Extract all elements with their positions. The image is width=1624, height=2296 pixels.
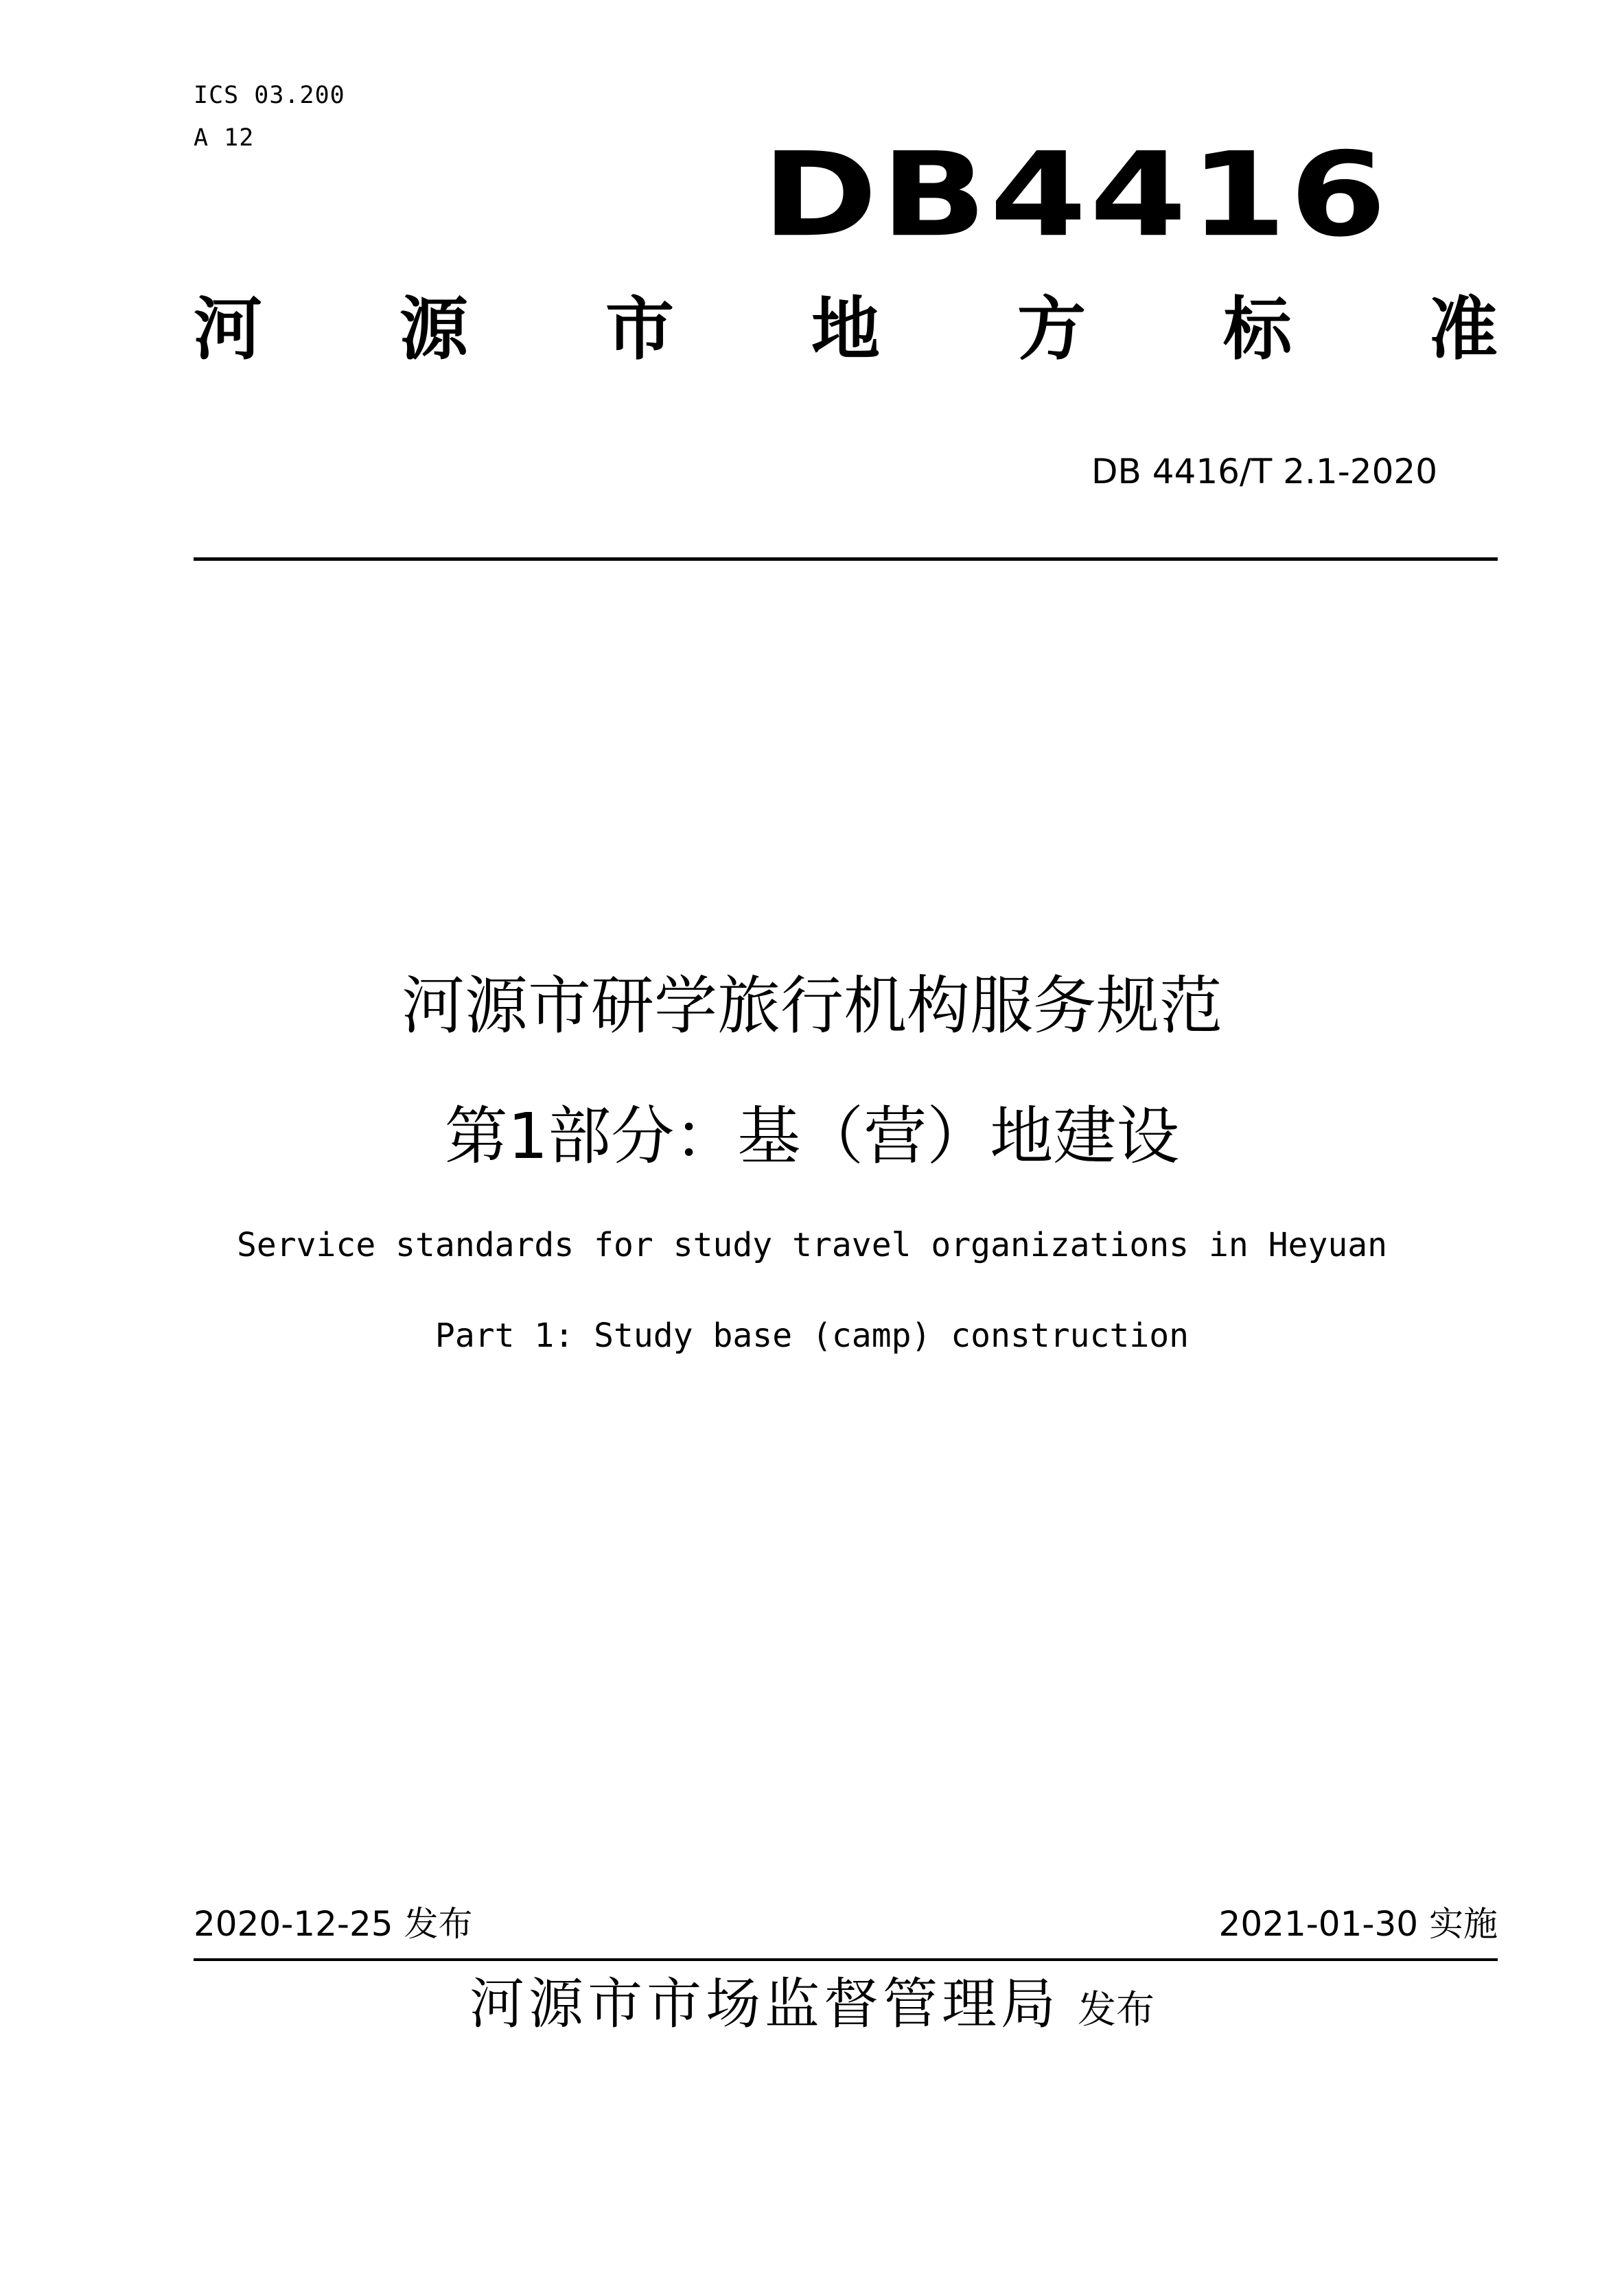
issuer-name: 河源市市场监督管理局 [469,1972,1060,2036]
title-en-main: Service standards for study travel organizations in Heyuan [236,1226,1388,1264]
issuer-suffix: 发布 [1078,1988,1155,2032]
top-divider [194,557,1498,561]
standard-type-char: 源 [399,289,468,369]
title-cn-main: 河源市研学旅行机构服务规范 [401,969,1222,1043]
issue-date: 2020-12-25 发布 [194,1904,473,1944]
bottom-divider [194,1958,1498,1961]
ics-code: ICS 03.200 [194,82,345,109]
classification-code: A 12 [194,124,255,152]
standard-code-logo: DB4416 [762,127,1390,263]
title-cn-part: 第1部分：基（营）地建设 [444,1100,1180,1173]
standard-type-char: 地 [811,289,880,369]
standard-type-char: 方 [1017,289,1086,369]
standard-type-char: 河 [194,289,262,369]
title-en-part: Part 1: Study base (camp) construction [434,1317,1190,1355]
implementation-date: 2021-01-30 实施 [1218,1904,1498,1944]
standard-type [194,289,1498,369]
standard-number: DB 4416/T 2.1-2020 [1091,452,1438,491]
standard-type-char: 市 [605,289,674,369]
standard-type-char: 标 [1223,289,1292,369]
issuer [0,1972,1624,2036]
standard-type-char: 准 [1429,289,1498,369]
